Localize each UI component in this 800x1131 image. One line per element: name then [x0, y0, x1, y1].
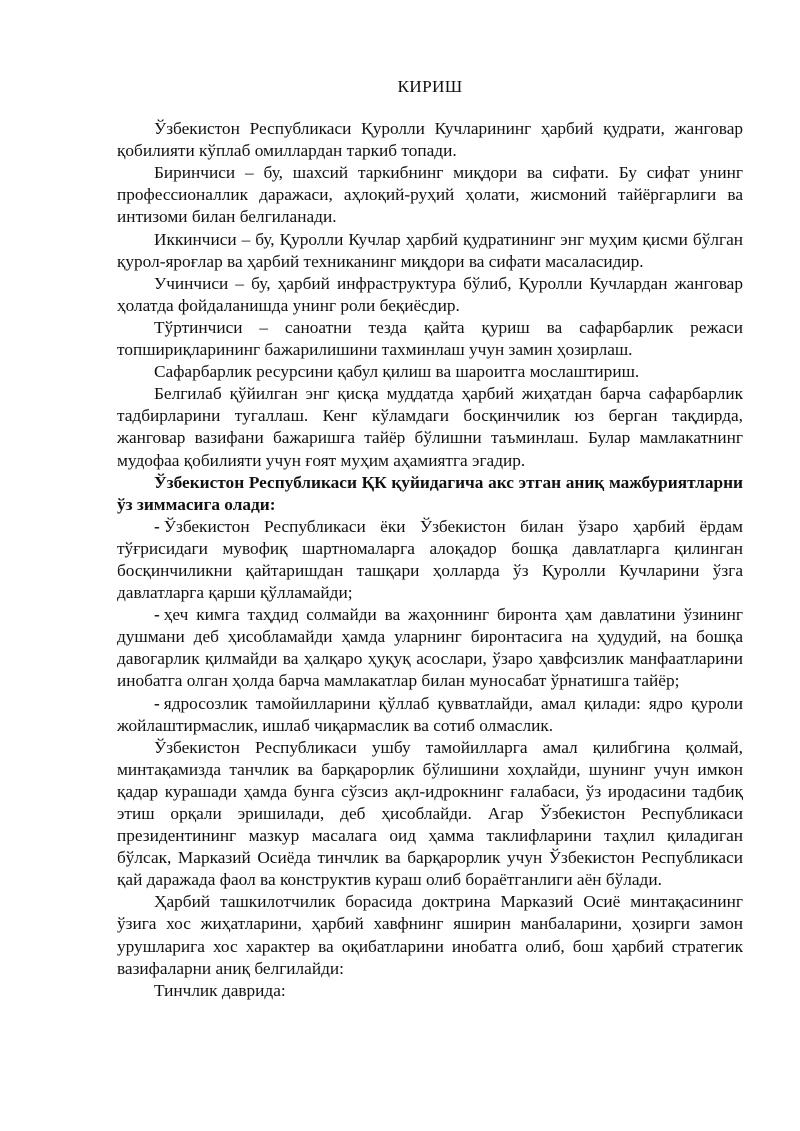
paragraph: Тинчлик даврида:	[154, 980, 286, 1000]
obligations-heading: Ўзбекистон Республикаси ҚК қуйидагича акс этган аниқ мажбуриятларни ўз зиммасига олади:	[117, 472, 743, 514]
bullet-marker: -	[154, 693, 160, 713]
document-title: КИРИШ	[397, 77, 463, 96]
paragraph: Ўзбекистон Республикаси Қуролли Кучларининг ҳарбий қудрати, жанговар қобилияти кўплаб омиллардан таркиб топади.	[117, 119, 743, 161]
paragraph: Ҳарбий ташкилотчилик борасида доктрина Марказий Осиё минтақасининг ўзига хос жиҳатларини, ҳарбий хавфнинг яширин манбаларини, ҳозирги замон урушларига хос характер ва оқибатларини инобатга олиб, бош ҳарбий стратегик вазифаларни аниқ белгилайди:	[117, 892, 743, 978]
paragraph: Белгилаб қўйилган энг қисқа муддатда ҳарбий жиҳатдан барча сафарбарлик тадбирларини тугаллаш. Кенг кўламдаги босқинчилик юз берган тақдирда, жанговар вазифани бажаришга тайёр бўлишни таъминлаш. Булар мамлакатнинг мудофаа қобилияти учун ғоят муҳим аҳамиятга эгадир.	[117, 384, 743, 470]
bullet-marker: -	[154, 516, 160, 536]
bullet-text: ҳеч кимга таҳдид солмайди ва жаҳоннинг биронта ҳам давлатини ўзининг душмани деб ҳисобламайди ҳамда уларнинг биронтасига на ҳудудий, на бошқа давогарлик қилмайди ва ҳалқаро ҳуқуқ асослари, ўзаро ҳавфсизлик манфаатларини инобатга олган ҳолда барча мамлакатлар билан муносабат ўрнатишга тайёр;	[117, 605, 743, 691]
bullet-item	[117, 693, 743, 737]
bullet-item	[117, 604, 743, 692]
bullet-item	[117, 516, 743, 604]
paragraph: Тўртинчиси – саноатни тезда қайта қуриш ва сафарбарлик режаси топшириқларининг бажарилишини тахминлаш учун замин ҳозирлаш.	[117, 317, 743, 360]
paragraph: Учинчиси – бу, ҳарбий инфраструктура бўлиб, Қуролли Кучлардан жанговар ҳолатда фойдаланишда унинг роли беқиёсдир.	[117, 273, 743, 315]
paragraph: Биринчиси – бу, шахсий таркибнинг миқдори ва сифати. Бу сифат унинг профессионаллик даражаси, аҳлоқий-руҳий ҳолати, жисмоний тайёргарлиги ва интизоми билан белгиланади.	[117, 163, 743, 227]
paragraph: Иккинчиси – бу, Қуролли Кучлар ҳарбий қудратининг энг муҳим қисми бўлган қурол-яроғлар ва ҳарбий техниканинг миқдори ва сифати масаласидир.	[117, 229, 743, 271]
document-body	[117, 76, 743, 1002]
paragraph: Ўзбекистон Республикаси ушбу тамойилларга амал қилибгина қолмай, минтақамизда танчлик ва барқарорлик бўлишини хоҳлайди, шунинг учун имкон қадар курашади ҳамда бунга сўзсиз ақл-идрокнинг ғалабаси, ўз иродасини тадбиқ этиш орқали эришилади, деб ҳисоблайди. Агар Ўзбекистон Республикаси президентининг мазкур масалага оид ҳамма таклифларини таҳлил қиладиган бўлсак, Марказий Осиёда тинчлик ва барқарорлик учун Ўзбекистон Республикаси қай даражада фаол ва конструктив кураш олиб бораётганлиги аён бўлади.	[117, 737, 743, 890]
bullet-marker: -	[154, 605, 160, 625]
bullet-text: Ўзбекистон Республикаси ёки Ўзбекистон билан ўзаро ҳарбий ёрдам тўғрисидаги мувофиқ шартномаларга алоқадор бошқа давлатларга қилинган босқинчиликни қайтаришдан ташқари ҳолларда ўз Қуролли Кучларини ўзга давлатларга қарши қўлламайди;	[117, 516, 743, 603]
paragraph: Сафарбарлик ресурсини қабул қилиш ва шароитга мослаштириш.	[154, 362, 640, 382]
bullet-text: ядросозлик тамойилларини қўллаб қувватлайди, амал қилади: ядро қуроли жойлаштирмаслик, ишлаб чиқармаслик ва сотиб олмаслик.	[117, 693, 743, 735]
